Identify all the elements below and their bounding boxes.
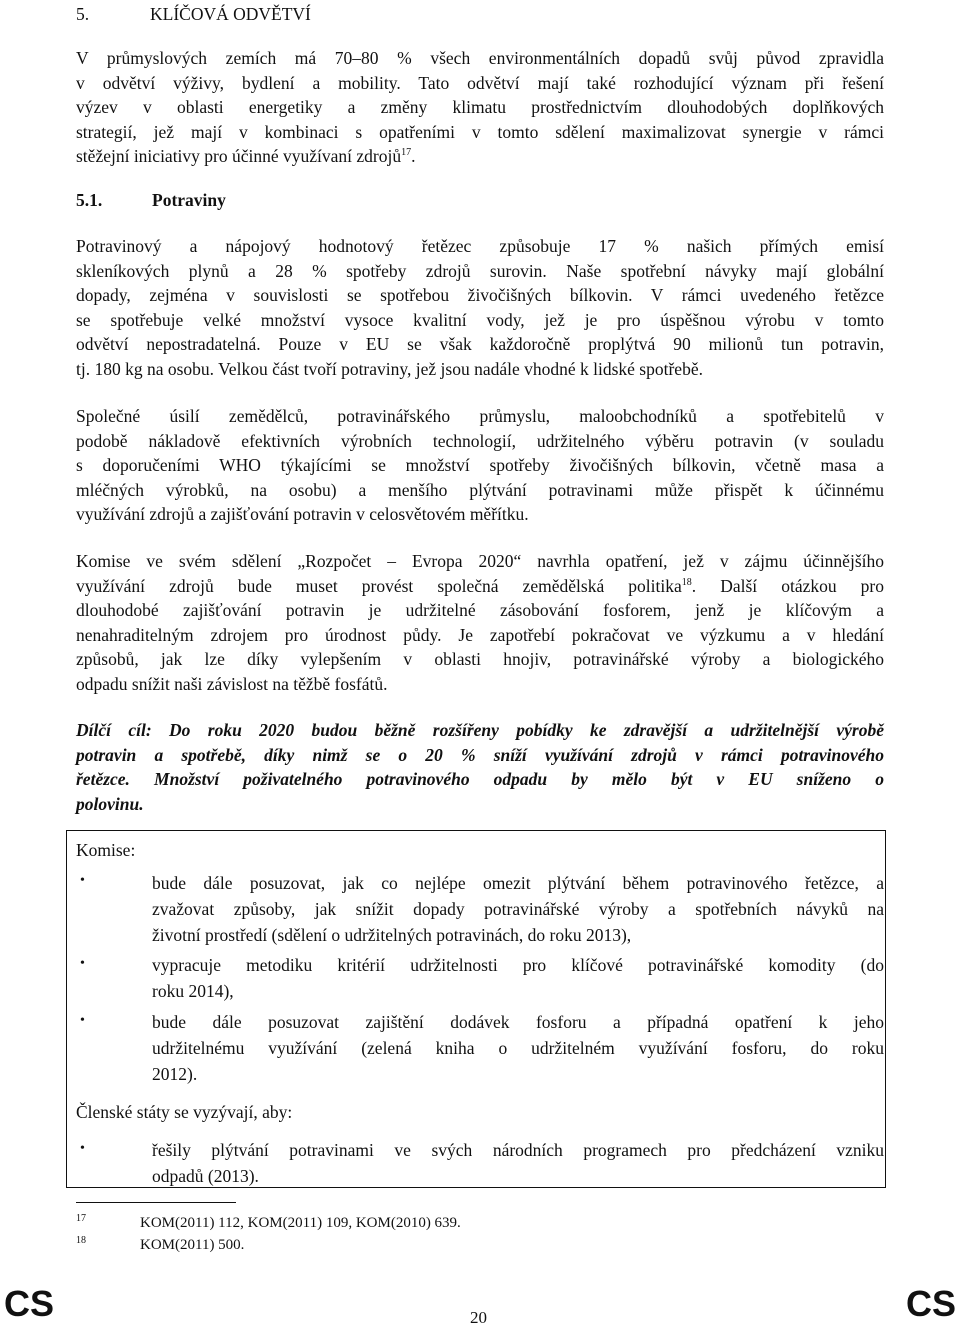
intro-line: výzev v oblasti energetiky a změny klimatu prostřednictvím dlouhodobých doplňkových <box>76 97 884 117</box>
bullet-icon: • <box>80 873 85 888</box>
footnote-number: 18 <box>76 1235 86 1246</box>
subsection-title: Potraviny <box>152 190 226 210</box>
p1-line: skleníkových plynů a 28 % spotřeby zdrojů surovin. Naše spotřební návyky mají globální <box>76 260 884 281</box>
page-number: 20 <box>470 1308 487 1327</box>
commission-item-line: bude dále posuzovat, jak co nejlépe omezit plýtvání během potravinového řetězce, a <box>152 873 884 893</box>
p3-after-ref: . Další otázkou pro <box>691 575 884 596</box>
p1-line: dopady, zejména v souvislosti se spotřebou živočišných bílkovin. V rámci uvedeného řetězce <box>76 285 884 306</box>
commission-item-line: udržitelnému využívání (zelená kniha o udržitelném využívání fosforu, do roku <box>152 1037 884 1058</box>
footnote-text: KOM(2011) 500. <box>140 1237 245 1253</box>
goal-line: potravin a spotřebě, díky nimž se o 20 % sníží využívání zdrojů v rámci potravinového <box>76 744 884 765</box>
intro-line: stěžejní iniciativy pro účinné využívaní zdrojů <box>76 146 402 166</box>
footnote-ref-17[interactable]: 17 <box>401 147 412 158</box>
commission-item-line: 2012). <box>152 1063 198 1084</box>
commission-item-line: roku 2014), <box>152 980 234 1001</box>
intro-line: v odvětví výživy, bydlení a mobility. Tato odvětví mají také rozhodující význam při řešení <box>76 72 884 93</box>
paragraph-food-chain <box>76 234 884 382</box>
goal-line: polovinu. <box>76 793 144 814</box>
subsection-number: 5.1. <box>76 190 103 210</box>
footnote-separator <box>76 1202 236 1203</box>
commission-item-line: životní prostředí (sdělení o udržitelných potravinách, do roku 2013), <box>152 924 632 945</box>
p2-line: Společné úsilí zemědělců, potravinářského průmyslu, maloobchodníků a spotřebitelů v <box>76 406 884 426</box>
p3-line: Komise ve svém sdělení „Rozpočet – Evropa 2020“ navrhla opatření, jež v zájmu účinnějšího <box>76 551 884 571</box>
milestone-goal <box>76 718 884 816</box>
member-item <box>152 1138 884 1190</box>
intro-line-last <box>76 144 884 169</box>
bullet-icon: • <box>80 956 85 971</box>
commission-item-line: vypracuje metodiku kritérií udržitelnosti pro klíčové potravinářské komodity (do <box>152 955 884 975</box>
intro-end: . <box>411 146 416 166</box>
footnote-ref-18[interactable]: 18 <box>681 576 692 588</box>
p2-line: mléčných výrobků, na osobu) a menšího plýtvání potravinami může přispět k účinnému <box>76 479 884 500</box>
member-states-label: Členské státy se vyzývají, aby: <box>76 1102 293 1122</box>
goal-line: řetězce. Množství poživatelného potravinového odpadu by mělo být v EU sníženo o <box>76 769 884 790</box>
p3-line-ref <box>76 574 884 599</box>
member-item-line: odpadů (2013). <box>152 1165 259 1186</box>
intro-line: strategií, jež mají v kombinaci s opatřeními v tomto sdělení maximalizovat synergie v rámci <box>76 121 884 142</box>
bullet-icon: • <box>80 1013 85 1028</box>
commission-item <box>152 953 884 1005</box>
p1-line: Potravinový a nápojový hodnotový řetězec způsobuje 17 % našich přímých emisí <box>76 236 884 256</box>
p3-line: dlouhodobé zajišťování potravin je udržitelné zásobování fosforem, jenž je klíčovým a <box>76 600 884 621</box>
p2-line: využívání zdrojů a zajišťování potravin v celosvětovém měřítku. <box>76 504 529 525</box>
footnote-number: 17 <box>76 1213 86 1224</box>
p3-line: způsobů, jak lze díky vylepšením v oblasti hnojiv, potravinářské výroby a biologického <box>76 649 884 670</box>
paragraph-commission-budget <box>76 549 884 697</box>
p3-line: využívání zdrojů bude muset provést společná zemědělská politika <box>76 575 682 596</box>
section-title: KLÍČOVÁ ODVĚTVÍ <box>150 4 311 24</box>
intro-line: V průmyslových zemích má 70–80 % všech environmentálních dopadů svůj původ zpravidla <box>76 48 884 68</box>
commission-label: Komise: <box>76 840 136 860</box>
p1-line: tj. 180 kg na osobu. Velkou část tvoří potraviny, jež jsou nadále vhodné k lidské spotřebě. <box>76 358 703 379</box>
p3-line: odpadu snížit naši závislost na těžbě fosfátů. <box>76 673 388 694</box>
bullet-icon: • <box>80 1141 85 1156</box>
footer-language-left: CS <box>4 1283 55 1324</box>
p2-line: s doporučeními WHO týkajícími se množství spotřeby živočišných bílkovin, včetně masa a <box>76 455 884 476</box>
p2-line: podobě nákladově efektivních výrobních technologií, udržitelného výběru potravin (v souladu <box>76 430 884 451</box>
footer-language-right: CS <box>905 1283 956 1324</box>
member-item-line: řešily plýtvání potravinami ve svých národních programech pro předcházení vzniku <box>152 1140 884 1160</box>
p3-line: nenahraditelným zdrojem pro úrodnost půdy. Je zapotřebí pokračovat ve výzkumu a v hledání <box>76 624 884 645</box>
footnote-text: KOM(2011) 112, KOM(2011) 109, KOM(2010) 639. <box>140 1215 461 1231</box>
goal-line: Dílčí cíl: Do roku 2020 budou běžně rozšířeny pobídky ke zdravější a udržitelnější výrobě <box>76 720 884 740</box>
p1-line: se spotřebuje velké množství vysoce kvalitní vody, jež je pro úspěšnou výrobu v tomto <box>76 309 884 330</box>
commission-item <box>152 871 884 948</box>
commission-item <box>152 1010 884 1087</box>
intro-paragraph <box>76 46 884 169</box>
p1-line: odvětví nepostradatelná. Pouze v EU se však každoročně proplýtvá 90 milionů tun potravin, <box>76 334 884 355</box>
paragraph-joint-effort <box>76 404 884 527</box>
section-number: 5. <box>76 4 90 24</box>
commission-item-line: zvažovat způsoby, jak snížit dopady potravinářské výroby a spotřebních návyků na <box>152 898 884 919</box>
commission-item-line: bude dále posuzovat zajištění dodávek fosforu a případná opatření k jeho <box>152 1012 884 1032</box>
